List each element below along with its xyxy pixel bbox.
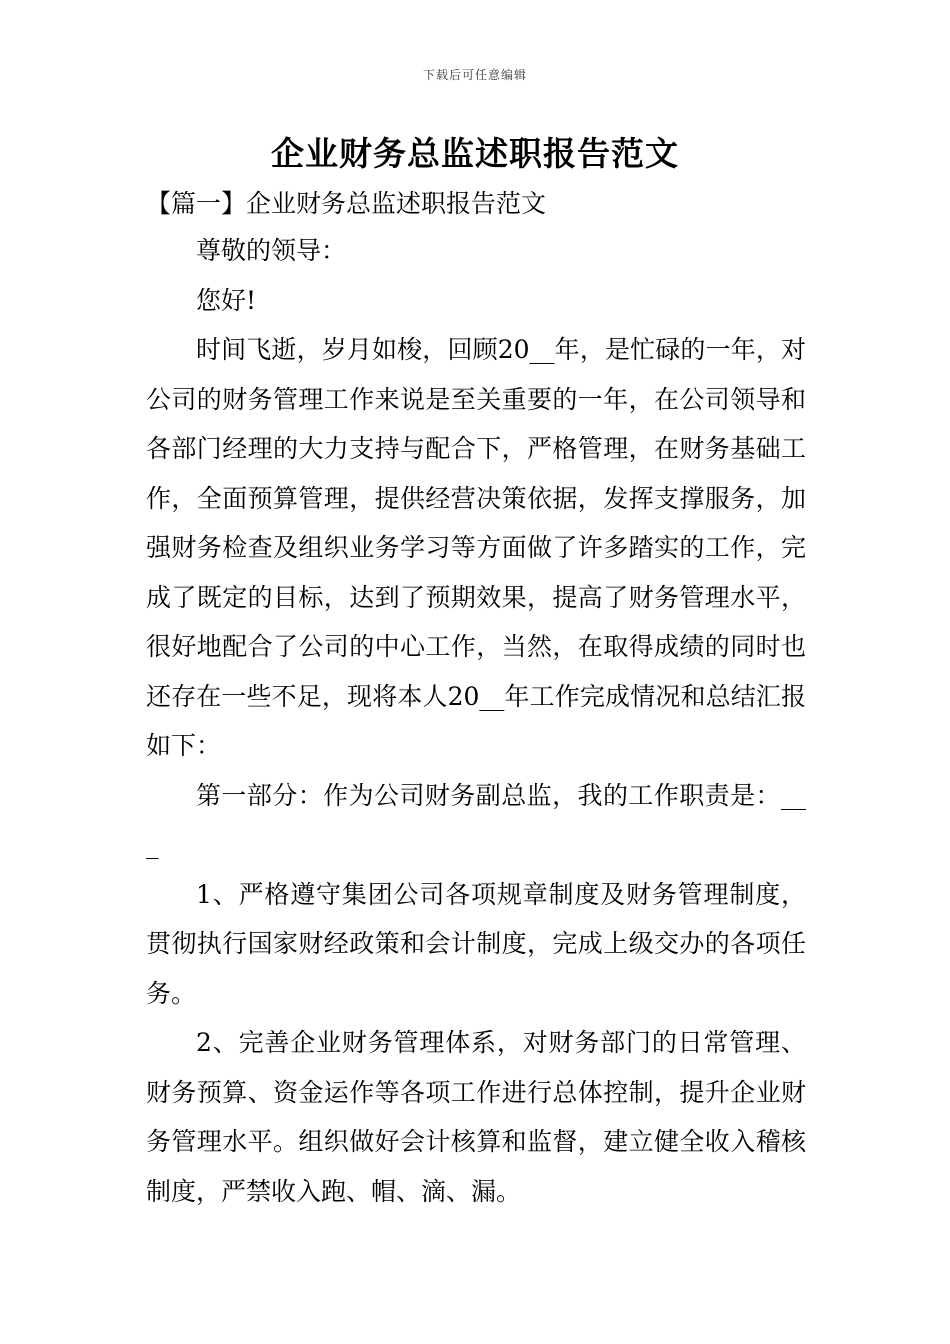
header-note: 下载后可任意编辑 <box>422 68 527 82</box>
intro-paragraph: 时间飞逝，岁月如梭，回顾20__年，是忙碌的一年，对公司的财务管理工作来说是至关重要的一年，在公司领导和各部门经理的大力支持与配合下，严格管理，在财务基础工作，全面预算管理，提供经营决策依据，发挥支撑服务，加强财务检查及组织业务学习等方面做了许多踏实的工作，完成了既定的目标，达到了预期效果，提高了财务管理水平，很好地配合了公司的中心工作，当然，在取得成绩的同时也还存在一些不足，现将本人20__年工作完成情况和总结汇报如下： <box>146 335 806 760</box>
part-one-heading: 第一部分：作为公司财务副总监，我的工作职责是：___ <box>146 780 806 859</box>
salutation: 尊敬的领导： <box>196 236 347 265</box>
document-body <box>146 226 806 1216</box>
document-title: 企业财务总监述职报告范文 <box>271 134 679 173</box>
greeting: 您好! <box>196 285 257 315</box>
section-title: 【篇一】企业财务总监述职报告范文 <box>146 189 547 218</box>
duty-item-2: 2、完善企业财务管理体系，对财务部门的日常管理、财务预算、资金运作等各项工作进行总体控制，提升企业财务管理水平。组织做好会计核算和监督，建立健全收入稽核制度，严禁收入跑、帽、滴、漏。 <box>146 1028 806 1206</box>
duty-item-1: 1、严格遵守集团公司各项规章制度及财务管理制度，贯彻执行国家财经政策和会计制度，完成上级交办的各项任务。 <box>146 879 806 1008</box>
